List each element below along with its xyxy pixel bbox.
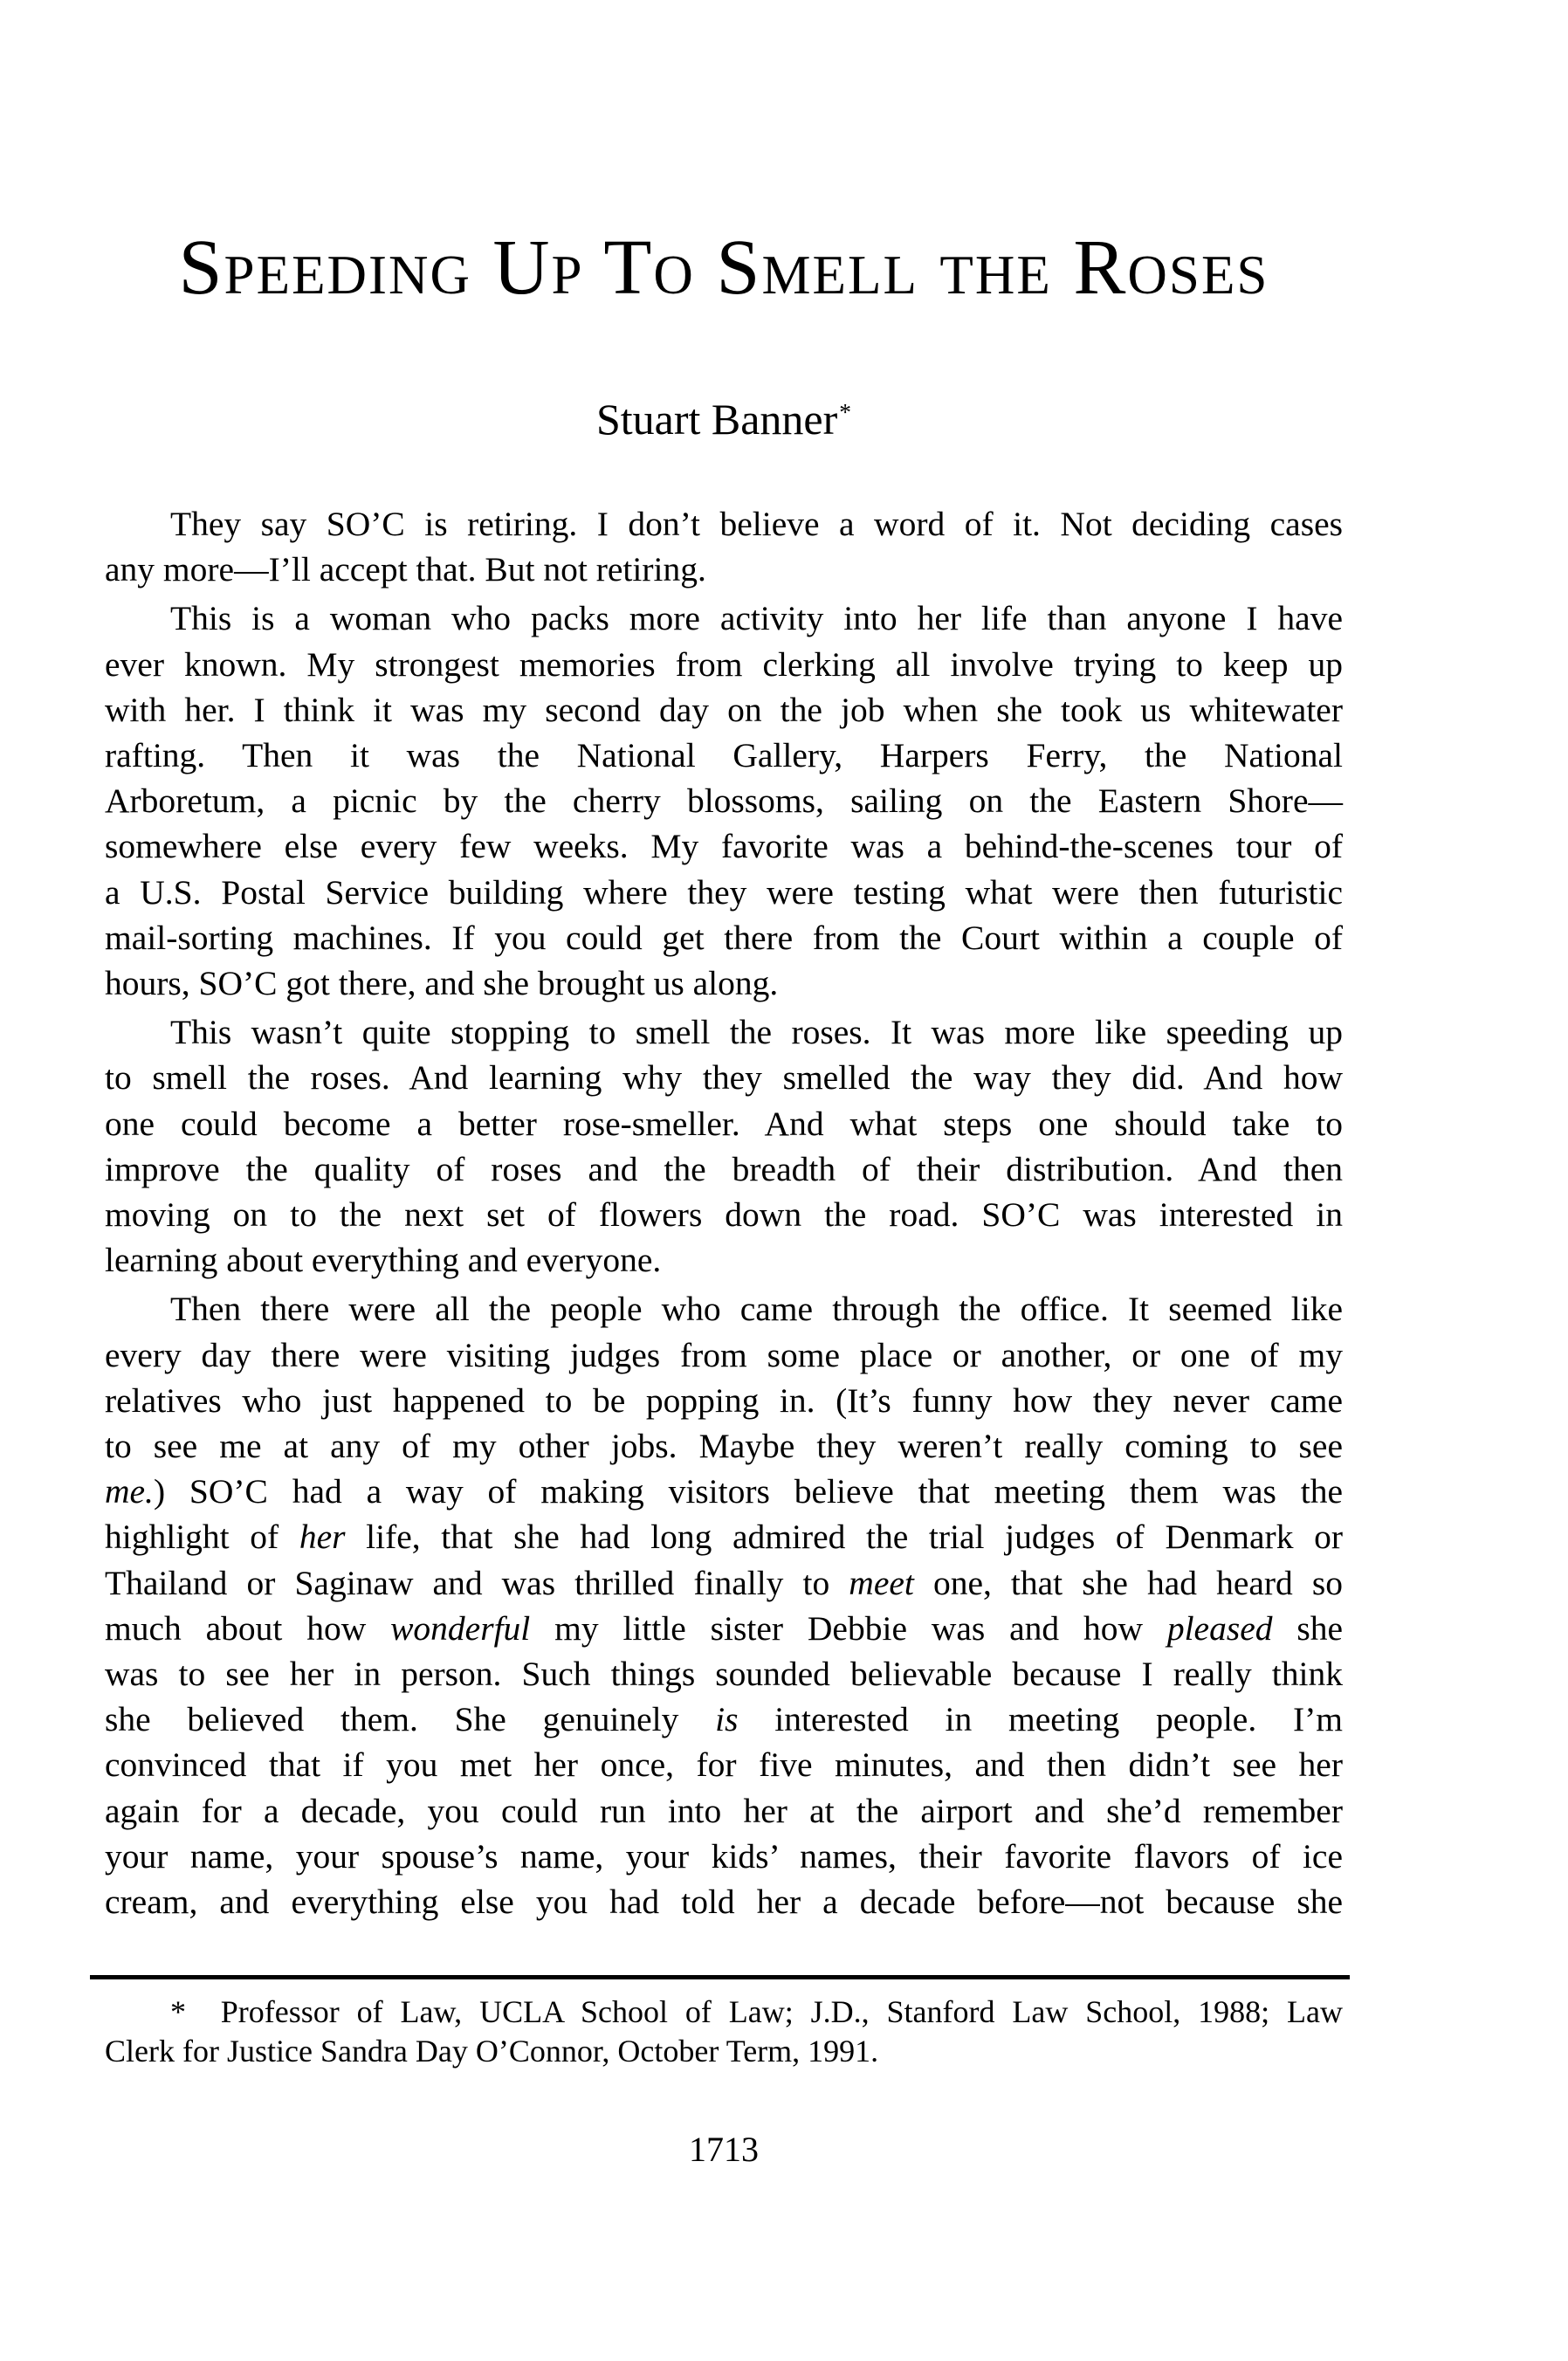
paragraph — [105, 501, 1343, 592]
text-line: Thailand or Saginaw and was thrilled finally to meet one, that she had heard so — [105, 1563, 1343, 1602]
paragraph — [105, 595, 1343, 1006]
author-name: Stuart Banner — [595, 395, 838, 444]
text-line: rafting. Then it was the National Gallery, Harpers Ferry, the National — [105, 736, 1343, 775]
italic-text: wonderful — [390, 1608, 531, 1648]
text-line: to smell the roses. And learning why they smelled the way they did. And how — [105, 1058, 1343, 1098]
text-line: This is a woman who packs more activity into her life than anyone I have — [170, 599, 1343, 638]
text-line: any more—I’ll accept that. But not retiring. — [105, 550, 706, 589]
text-line: highlight of her life, that she had long admired the trial judges of Denmark or — [105, 1518, 1343, 1557]
footnote — [105, 1993, 1343, 2071]
text-line: somewhere else every few weeks. My favorite was a behind-the-scenes tour of — [105, 827, 1343, 866]
text-line: one could become a better rose-smeller. And what steps one should take to — [105, 1104, 1343, 1143]
text-line: relatives who just happened to be popping in. (It’s funny how they never came — [105, 1380, 1343, 1420]
text-line: This wasn’t quite stopping to smell the roses. It was more like speeding up — [170, 1013, 1343, 1052]
paragraph — [105, 1286, 1343, 1924]
text-line: your name, your spouse’s name, your kids’ names, their favorite flavors of ice — [105, 1836, 1343, 1876]
italic-text: me. — [105, 1472, 154, 1511]
page-title: Speeding Up To Smell the Roses — [178, 224, 1269, 311]
author-line — [105, 395, 1343, 444]
text-line: convinced that if you met her once, for five minutes, and then didn’t see her — [105, 1745, 1343, 1785]
text-line: to see me at any of my other jobs. Maybe they weren’t really coming to see — [105, 1427, 1343, 1466]
italic-text: is — [715, 1700, 739, 1739]
paragraph — [105, 1009, 1343, 1283]
text-line: again for a decade, you could run into her at the airport and she’d remember — [105, 1791, 1343, 1830]
text-line: a U.S. Postal Service building where they were testing what were then futuristic — [105, 872, 1343, 912]
page-number: 1713 — [689, 2130, 759, 2169]
text-line: hours, SO’C got there, and she brought us along. — [105, 964, 779, 1003]
text-line: me.) SO’C had a way of making visitors believe that meeting them was the — [105, 1472, 1343, 1511]
text-line: They say SO’C is retiring. I don’t believe a word of it. Not deciding cases — [170, 505, 1343, 543]
text-line: cream, and everything else you had told her a decade before—not because she — [105, 1883, 1343, 1922]
italic-text: meet — [849, 1563, 914, 1602]
text-line: improve the quality of roses and the breadth of their distribution. And then — [105, 1149, 1343, 1188]
article-body — [105, 501, 1343, 1924]
text-line: * Professor of Law, UCLA School of Law; J.D., Stanford Law School, 1988; Law — [170, 1994, 1343, 2029]
text-line: learning about everything and everyone. — [105, 1241, 662, 1280]
text-line: ever known. My strongest memories from clerking all involve trying to keep up — [105, 644, 1343, 684]
text-line: much about how wonderful my little sister Debbie was and how pleased she — [105, 1608, 1343, 1648]
text-line: moving on to the next set of flowers down the road. SO’C was interested in — [105, 1195, 1343, 1235]
italic-text: her — [299, 1518, 346, 1557]
footnote-separator — [90, 1975, 1350, 1979]
text-line: mail-sorting machines. If you could get there from the Court within a couple of — [105, 918, 1343, 957]
text-line: was to see her in person. Such things sounded believable because I really think — [105, 1655, 1343, 1694]
text-line: Clerk for Justice Sandra Day O’Connor, October Term, 1991. — [105, 2034, 879, 2068]
text-line: every day there were visiting judges from some place or another, or one of my — [105, 1335, 1343, 1374]
text-line: she believed them. She genuinely is interested in meeting people. I’m — [105, 1700, 1343, 1739]
text-line: with her. I think it was my second day on the job when she took us whitewater — [105, 690, 1343, 729]
text-line: Then there were all the people who came through the office. It seemed like — [170, 1290, 1343, 1329]
italic-text: pleased — [1166, 1608, 1273, 1648]
text-line: Arboretum, a picnic by the cherry blossoms, sailing on the Eastern Shore— — [105, 781, 1343, 821]
author-footnote-marker: * — [839, 398, 852, 425]
